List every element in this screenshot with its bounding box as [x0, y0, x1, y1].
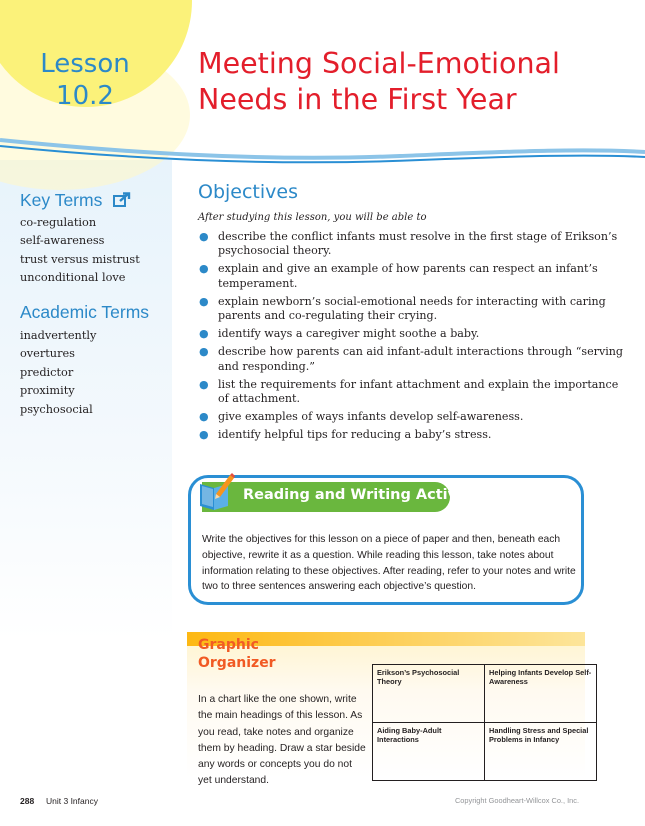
- key-terms-list: [20, 214, 140, 288]
- objective-item: [198, 230, 628, 259]
- bullet-icon: ●: [199, 428, 209, 442]
- objective-item: [198, 327, 628, 341]
- lesson-label-number: 10.2: [56, 81, 114, 111]
- academic-term[interactable]: psychosocial: [20, 402, 93, 416]
- key-terms-heading: [20, 190, 131, 211]
- graphic-organizer-text: In a chart like the one shown, write the main headings of this lesson. As you read, take notes and organize them by heading. Draw a star beside any words or concepts you do not yet understand.: [198, 694, 366, 787]
- chart-row: [373, 665, 597, 723]
- header-swoosh: [0, 132, 645, 182]
- chart-row: [373, 723, 597, 781]
- objective-text: list the requirements for infant attachment and explain the importance of attachment.: [218, 377, 619, 406]
- graphic-organizer-title-line-1: Graphic: [198, 637, 259, 653]
- chart-cell: Aiding Baby-Adult Interactions: [373, 723, 485, 781]
- unit-label: Unit 3 Infancy: [46, 796, 98, 806]
- key-term[interactable]: self-awareness: [20, 234, 105, 248]
- lesson-label-word: Lesson: [40, 49, 130, 79]
- key-term[interactable]: unconditional love: [20, 271, 126, 285]
- graphic-organizer-title-line-2: Organizer: [198, 655, 276, 671]
- objective-text: describe the conflict infants must resolve in the first stage of Erikson’s psychosocial theory.: [218, 230, 618, 258]
- page-title-line-2: Needs in the First Year: [198, 83, 517, 116]
- external-link-icon[interactable]: [113, 192, 131, 207]
- bullet-icon: ●: [199, 345, 209, 359]
- objective-text: describe how parents can aid infant-adult interactions through “serving and responding.”: [218, 345, 624, 373]
- objectives-heading: Objectives: [198, 181, 298, 203]
- objectives-intro: After studying this lesson, you will be able to: [198, 212, 427, 223]
- objective-item: [198, 345, 628, 374]
- objective-text: explain and give an example of how parents can respect an infant’s temperament.: [218, 262, 598, 290]
- bullet-icon: ●: [199, 327, 209, 341]
- graphic-organizer-chart: [372, 664, 597, 781]
- page-title-line-1: Meeting Social-Emotional: [198, 47, 560, 80]
- objective-item: [198, 378, 628, 407]
- graphic-organizer-title: [198, 636, 276, 672]
- objective-item: [198, 410, 628, 424]
- academic-terms-heading: Academic Terms: [20, 302, 150, 322]
- objective-text: give examples of ways infants develop self-awareness.: [218, 410, 524, 424]
- objective-item: [198, 428, 628, 442]
- lesson-number: [20, 48, 150, 112]
- chart-cell: Helping Infants Develop Self-Awareness: [485, 665, 597, 723]
- academic-term[interactable]: predictor: [20, 365, 74, 379]
- bullet-icon: ●: [199, 294, 209, 308]
- objective-item: [198, 262, 628, 291]
- bullet-icon: ●: [199, 262, 209, 276]
- academic-term[interactable]: inadvertently: [20, 329, 97, 342]
- key-term[interactable]: trust versus mistrust: [20, 252, 140, 266]
- objective-text: identify ways a caregiver might soothe a baby.: [218, 327, 480, 341]
- page-title: [198, 46, 628, 118]
- objectives-list: [198, 230, 628, 446]
- academic-term[interactable]: overtures: [20, 347, 75, 361]
- academic-terms-list: [20, 327, 96, 419]
- copyright: Copyright Goodheart-Willcox Co., Inc.: [454, 796, 579, 805]
- key-terms-heading-text: Key Terms: [20, 190, 103, 210]
- reading-writing-title: Reading and Writing Activity: [243, 487, 479, 503]
- academic-term[interactable]: proximity: [20, 384, 75, 398]
- objective-item: [198, 295, 628, 324]
- objective-text: explain newborn’s social-emotional needs for interacting with caring parents and co-regulating their crying.: [218, 294, 606, 323]
- key-term[interactable]: co-regulation: [20, 216, 97, 229]
- page-number: 288: [20, 796, 35, 806]
- chart-cell: Erikson’s Psychosocial Theory: [373, 665, 485, 723]
- book-pencil-icon: [196, 472, 236, 512]
- reading-writing-text: Write the objectives for this lesson on a piece of paper and then, beneath each objective, rewrite it as a question. While reading this lesson, take notes about information relating to these objectives. After reading, refer to your notes and write two to three sentences answering each objective’s question.: [202, 534, 576, 593]
- chart-cell: Handling Stress and Special Problems in Infancy: [485, 723, 597, 781]
- objective-text: identify helpful tips for reducing a baby’s stress.: [218, 428, 492, 442]
- bullet-icon: ●: [199, 230, 209, 243]
- bullet-icon: ●: [199, 410, 209, 424]
- bullet-icon: ●: [199, 377, 209, 391]
